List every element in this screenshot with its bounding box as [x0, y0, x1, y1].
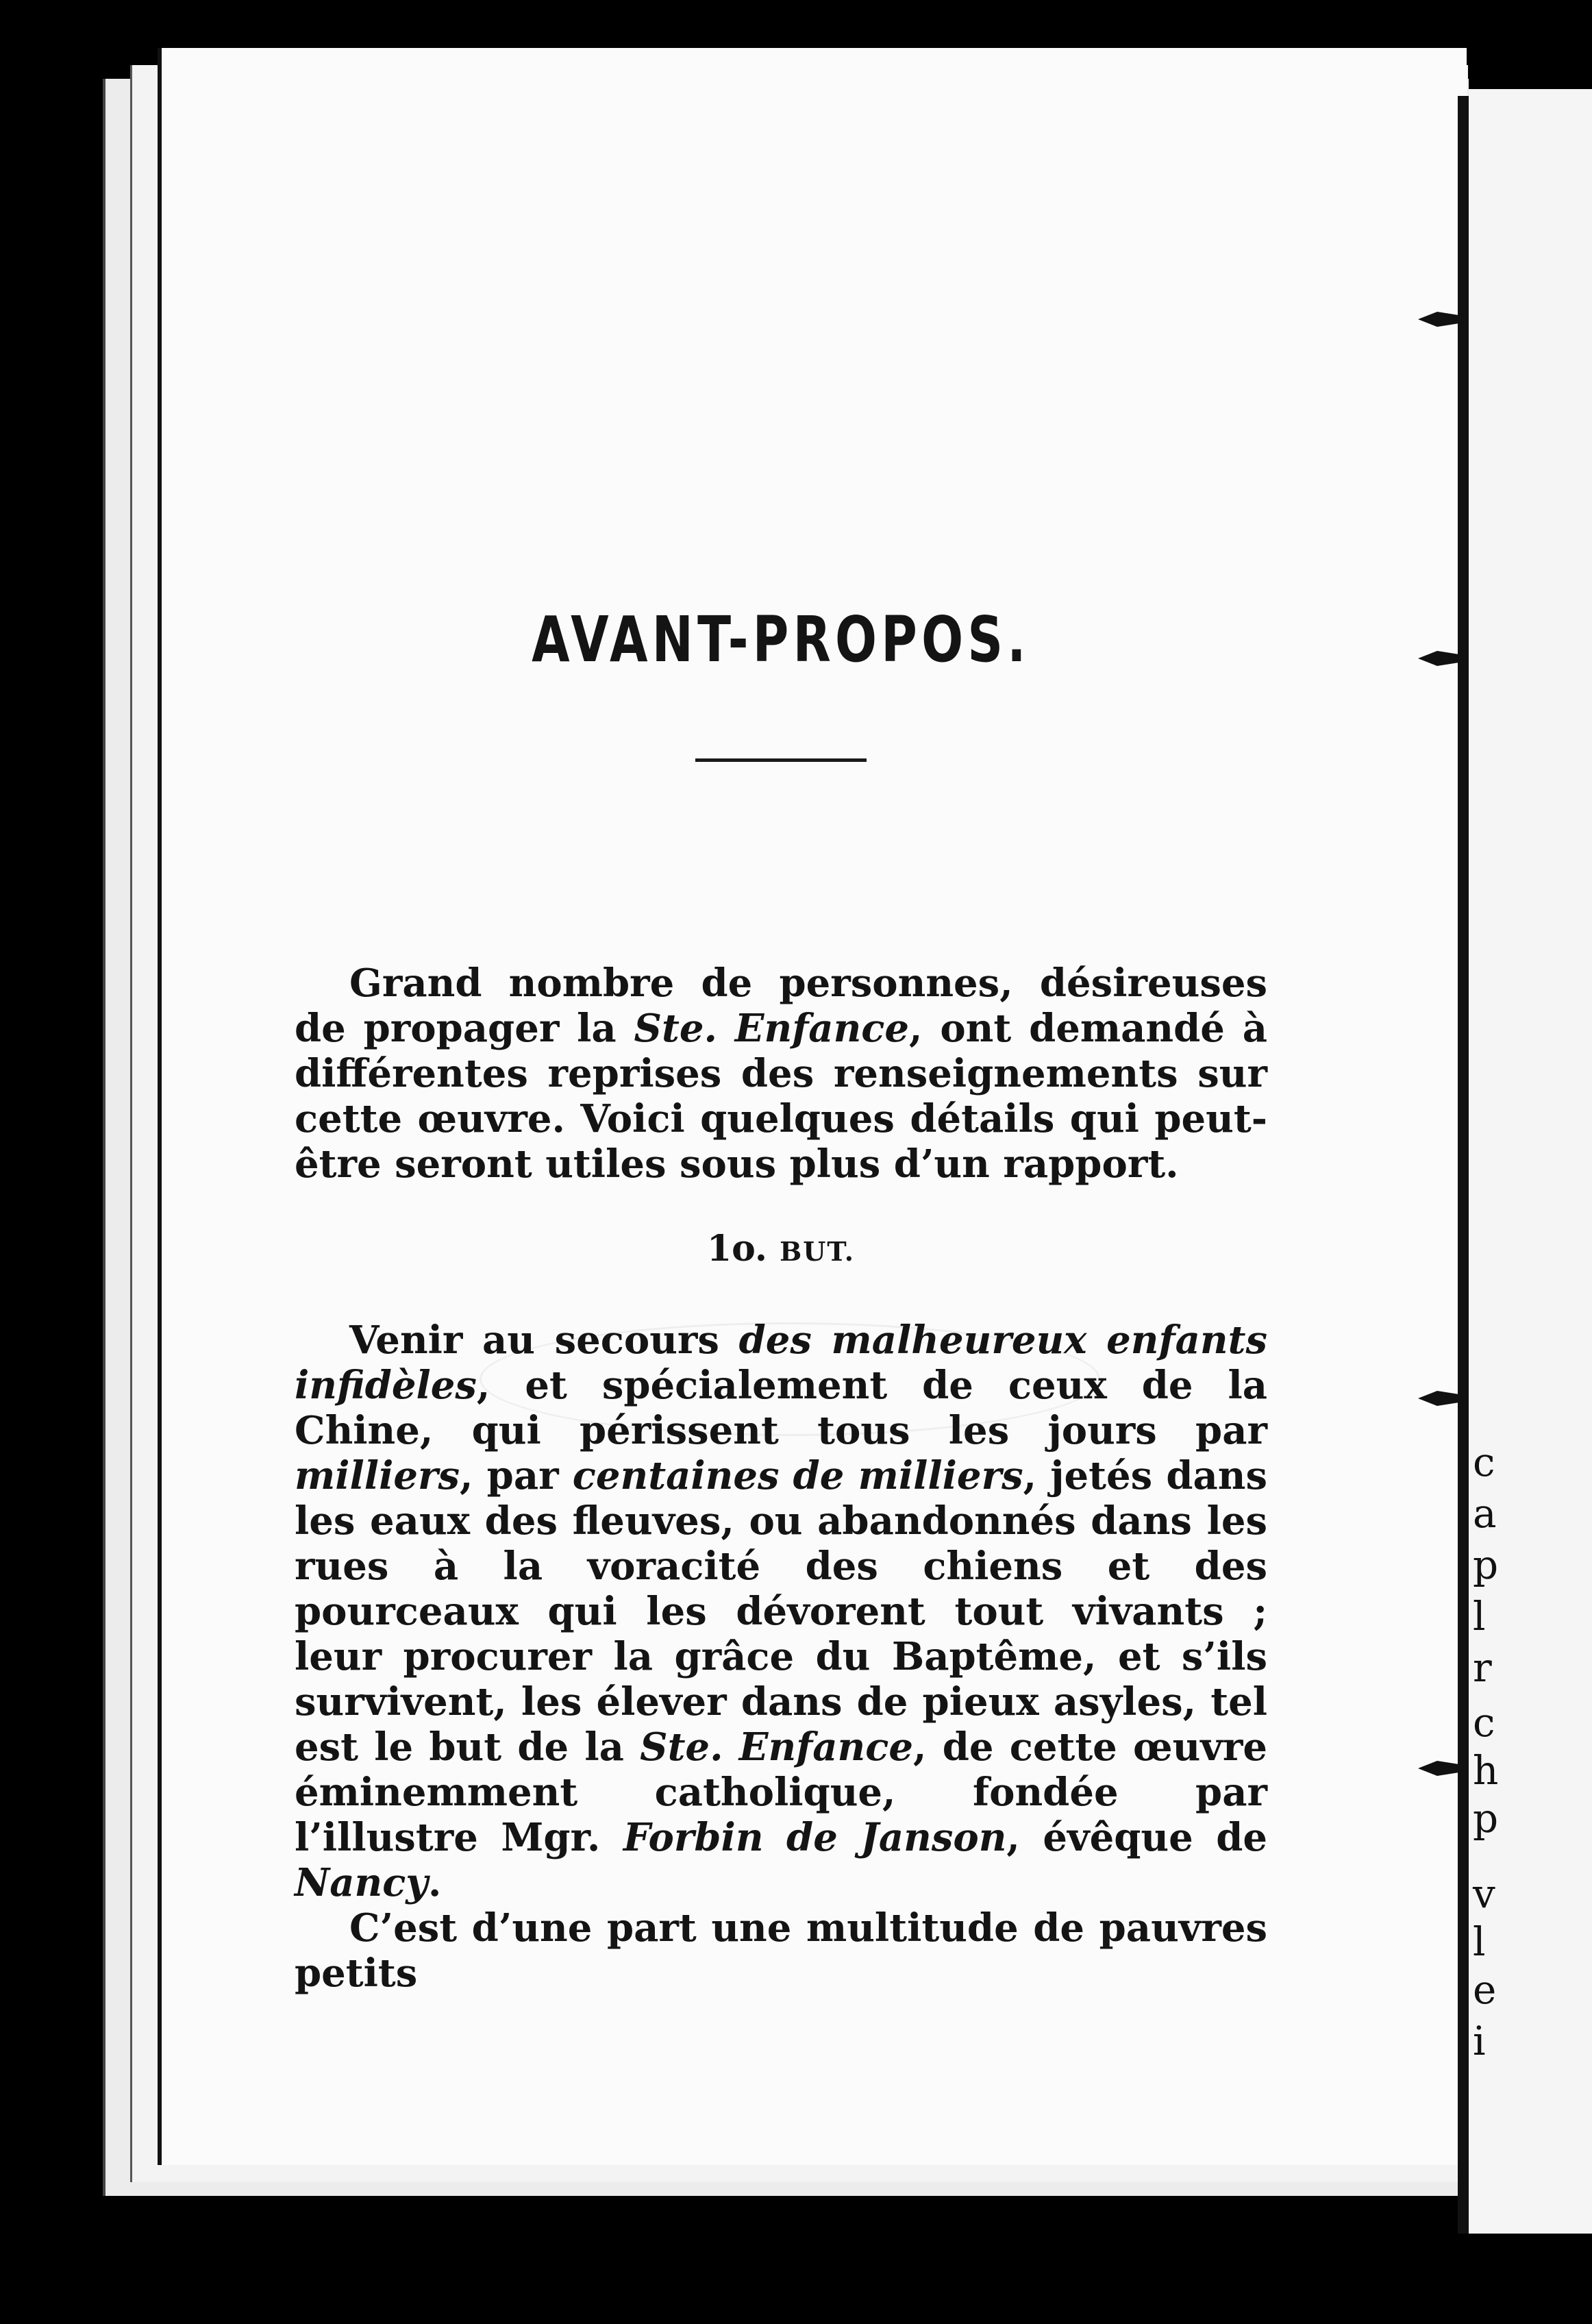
page-content — [295, 603, 1267, 1996]
text-run: , de cette œuvre éminemment catholique, fondée par l’illustre Mgr. — [295, 1725, 1267, 1860]
right-page-letter: p — [1473, 1795, 1499, 1842]
italic-text: centaines de milliers — [572, 1453, 1023, 1498]
title-rule — [695, 758, 867, 762]
text-run: Venir au secours — [349, 1318, 739, 1363]
right-page-letter: e — [1473, 1966, 1497, 2013]
right-page-letter: i — [1473, 2018, 1486, 2064]
text-run: , jetés dans les eaux des fleuves, ou abandonnés dans les rues à la voracité des chiens et des pourceaux qui les dévorent tout vivants ; leur procurer la grâce du Baptême, et s’ils survivent, les élever dans de pieux asyles, tel est le but de la — [295, 1453, 1268, 1770]
intro-paragraph — [295, 961, 1267, 1187]
section-label: BUT. — [780, 1236, 856, 1267]
text-run: , évêque de — [1006, 1815, 1268, 1860]
text-run: , ont demandé à différentes reprises des renseignements sur cette œuvre. Voici quelques détails qui peut-être seront utiles sous plus d’un rapport. — [295, 1006, 1268, 1187]
section-number: 1o. — [706, 1228, 768, 1270]
text-run: , par — [460, 1453, 573, 1498]
italic-text: Nancy — [295, 1860, 428, 1905]
right-page-fragment — [1469, 89, 1592, 2234]
but-paragraph — [295, 1318, 1267, 1905]
italic-text: Ste. Enfance — [640, 1725, 913, 1770]
text-run: , et spécialement de ceux de la Chine, qui périssent tous les jours par — [295, 1363, 1267, 1453]
right-page-letter: r — [1473, 1644, 1492, 1691]
right-page-letter: l — [1473, 1593, 1486, 1640]
right-page-letter: c — [1473, 1439, 1495, 1485]
right-page-letter: p — [1473, 1542, 1499, 1588]
section-heading — [295, 1228, 1267, 1270]
right-page-letter: l — [1473, 1918, 1486, 1965]
text-run: Grand nombre de personnes, désireuses de propager la — [295, 961, 1267, 1051]
right-page-letter: v — [1473, 1870, 1495, 1917]
italic-text: Ste. Enfance — [634, 1006, 910, 1051]
book-spine — [1458, 96, 1469, 2234]
right-page-letter: h — [1473, 1747, 1499, 1794]
italic-text: Forbin de Janson — [623, 1815, 1007, 1860]
italic-text: des malheureux enfants infidèles — [295, 1318, 1267, 1408]
right-page-letter: a — [1473, 1490, 1497, 1537]
last-line-paragraph: C’est d’une part une multitude de pauvres petits — [295, 1905, 1267, 1996]
italic-text: milliers — [295, 1453, 460, 1498]
text-run: . — [427, 1860, 442, 1905]
right-page-letter: c — [1473, 1699, 1495, 1746]
page-title: AVANT-PROPOS. — [532, 603, 1030, 676]
